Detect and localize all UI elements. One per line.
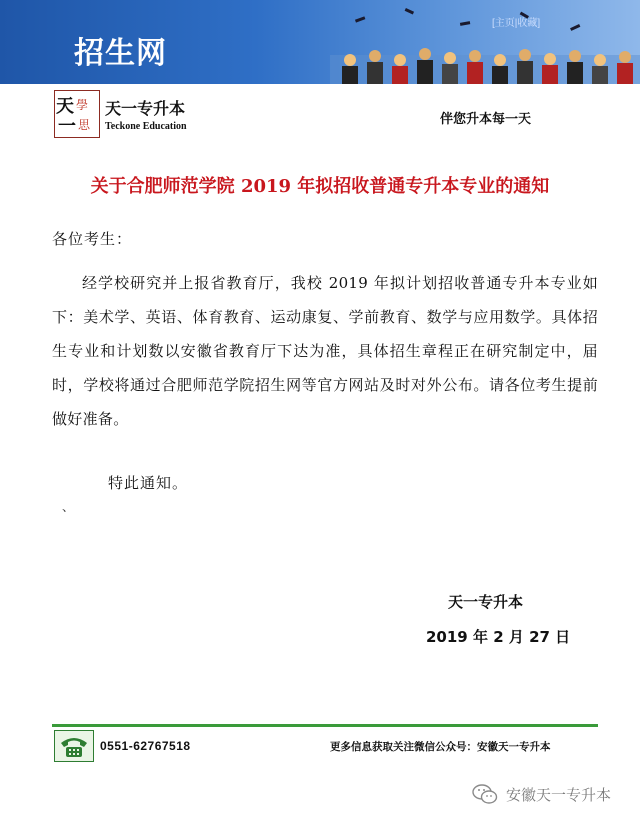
stray-mark: 、 — [62, 500, 75, 514]
document-title: 关于合肥师范学院 2019 年拟招收普通专升本专业的通知 — [90, 176, 550, 197]
logo-name-cn: 天一专升本 — [105, 99, 186, 118]
wechat-account-name: 安徽天一专升本 — [506, 786, 612, 804]
signature-org: 天一专升本 — [448, 593, 524, 611]
top-banner — [0, 0, 640, 84]
phone-number: 0551-62767518 — [100, 739, 191, 753]
logo-char-si: 思 — [78, 118, 91, 132]
wechat-icon — [472, 783, 498, 805]
slogan: 伴您升本每一天 — [440, 112, 532, 127]
footer-info: 更多信息获取关注微信公众号：安徽天一专升本 — [330, 741, 551, 753]
closing-line: 特此通知。 — [108, 474, 189, 492]
body-paragraph: 经学校研究并上报省教育厅，我校 2019 年拟计划招收普通专升本专业如下：美术学、英语、体育教育、运动康复、学前教育、数学与应用数学。具体招生专业和计划数以安徽省教育厅下达为准，具体招生章程正在研究制定中，届时，学校将通过合肥师范学院招生网等官方网站及时对外公布。请各位考生提前做好准备。 — [52, 274, 598, 428]
logo-char-tian: 天 — [56, 96, 74, 117]
graduates-illustration — [330, 0, 640, 84]
telephone-icon — [54, 730, 94, 762]
salutation: 各位考生： — [52, 230, 133, 248]
logo-char-xue: 學 — [76, 98, 89, 112]
home-favorite-links[interactable]: [主页|收藏] — [492, 18, 541, 29]
logo-name-en: Teckone Education — [105, 121, 187, 132]
signature-date: 2019 年 2 月 27 日 — [426, 628, 571, 646]
banner-title: 招生网 — [74, 37, 167, 70]
logo-char-yi: 一 — [58, 116, 76, 137]
footer-divider — [52, 724, 598, 727]
banner-links[interactable] — [492, 14, 540, 29]
